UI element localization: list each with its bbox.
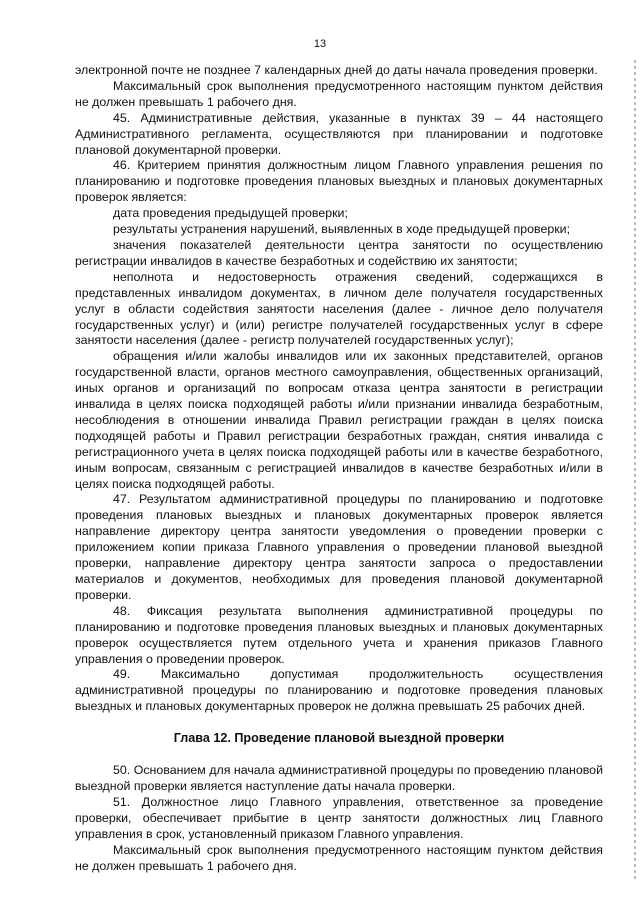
criterion-item: неполнота и недостоверность отражения сведений, содержащихся в представленных инвалидом документах, в личном деле получателя государственных услуг в области содействия занятости населения (далее - личное дело получателя государственных услуг) и (или) регистре получателей государственных услуг в сфере занятости населения (далее - регистр получателей государственных услуг);	[75, 269, 603, 348]
paragraph-item-46: 46. Критерием принятия должностным лицом Главного управления решения по планированию и подготовке проведения плановых выездных и плановых документарных проверок является:	[75, 158, 603, 205]
chapter-heading: Глава 12. Проведение плановой выездной проверки	[173, 731, 505, 746]
scan-edge-mark	[634, 60, 636, 880]
criterion-item: дата проведения предыдущей проверки;	[113, 206, 348, 221]
page-number: 13	[313, 38, 327, 50]
paragraph-item-49: 49. Максимально допустимая продолжительность осуществления административной процедуры по планированию и подготовке проведения плановых выездных и плановых документарных проверок не должна превышать 25 рабочих дней.	[75, 667, 603, 714]
paragraph: электронной почте не позднее 7 календарных дней до даты начала проведения проверки.	[75, 63, 598, 77]
paragraph: Максимальный срок выполнения предусмотренного настоящим пунктом действия не должен превышать 1 рабочего дня.	[75, 842, 603, 873]
paragraph-item-47: 47. Результатом административной процедуры по планированию и подготовке проведения плановых выездных и плановых документарных проверок является направление директору центра занятости уведомления о проведении проверки с приложением копии приказа Главного управления о проведении плановой выездной проверки, направление директору центра занятости запроса о предоставлении материалов и документов, необходимых для проведения плановой документарной проверки.	[75, 492, 603, 602]
paragraph-item-50: 50. Основанием для начала административной процедуры по проведению плановой выездной проверки является наступление даты начала проверки.	[75, 763, 603, 793]
criterion-item: обращения и/или жалобы инвалидов или их законных представителей, органов государственной власти, органов местного самоуправления, общественных организаций, иных органов и организаций по вопросам отказа центра занятости в регистрации инвалида в целях поиска подходящей работы и/или признании инвалида безработным, несоблюдения в отношении инвалида Правил регистрации граждан в целях поиска подходящей работы и Правил регистрации безработных граждан, снятия инвалида с регистрационного учета в целях поиска подходящей работы или в качестве безработного, иным вопросам, связанным с регистрацией инвалидов в качестве безработных и/или в целях поиска подходящей работы.	[75, 349, 603, 491]
document-body	[75, 63, 603, 874]
paragraph-item-51: 51. Должностное лицо Главного управления, ответственное за проведение проверки, обеспечивает прибытие в центр занятости должностных лиц Главного управления в срок, установленный приказом Главного управления.	[75, 794, 603, 841]
criterion-item: значения показателей деятельности центра занятости по осуществлению регистрации инвалидов в качестве безработных и содействию их занятости;	[75, 237, 603, 268]
paragraph-item-48: 48. Фиксация результата выполнения административной процедуры по планированию и подготовке проведения плановых выездных и плановых документарных проверок осуществляется путем отдельного учета и хранения приказов Главного управления о проведении проверок.	[75, 603, 603, 666]
paragraph: Максимальный срок выполнения предусмотренного настоящим пунктом действия не должен превышать 1 рабочего дня.	[75, 78, 603, 109]
criterion-item: результаты устранения нарушений, выявленных в ходе предыдущей проверки;	[113, 222, 571, 237]
paragraph-item-45: 45. Административные действия, указанные в пунктах 39 – 44 настоящего Административного регламента, осуществляются при планировании и подготовке плановой документарной проверки.	[75, 110, 603, 157]
